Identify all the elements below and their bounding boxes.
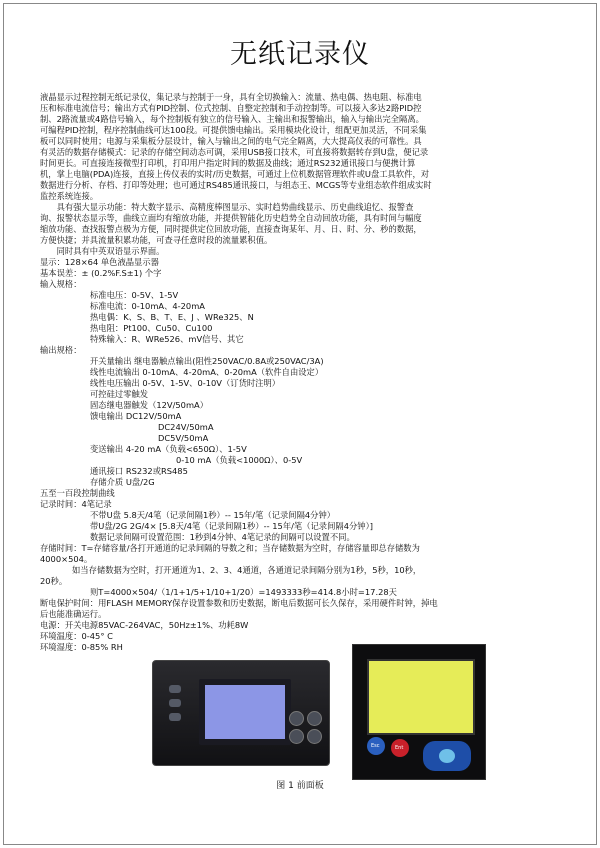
curve-spec: 五至一百段控制曲线	[40, 488, 115, 498]
output-spec-item: 馈电输出 DC12V/50mA	[90, 411, 182, 421]
storage-line: 存储时间：T=存储容量/各打开通道的记录间隔的导数之和；当存储数据为空时，存储容量即总存储数为	[40, 543, 420, 553]
transmit-output: 变送输出 4-20 mA（负载<650Ω）、1-5V	[90, 444, 247, 454]
power-line: 环境湿度：0-85% RH	[40, 642, 123, 652]
body-line: 时间更长。可直接连接微型打印机，打印用户指定时间的数据及曲线；通过RS232通讯接口与便携计算	[40, 158, 416, 168]
body-line: 有灵活的数据存储模式：记录的存储空间动态可调，采用USB接口技术，可直接将数据转存到U盘，便记录	[40, 147, 429, 157]
body-line: 数据进行分析、存档、打印等处理；也可通过RS485通讯接口，与组态王、MCGS等专业组态软件组成实时	[40, 180, 432, 190]
example-line: 20秒。	[40, 576, 68, 586]
panel-key	[307, 711, 322, 726]
formula-line: 则T=4000×504/（1/1+1/5+1/10+1/20）=1493333秒=414.8小时=17.28天	[90, 587, 397, 597]
comm-spec-item: 存储介质 U盘/2G	[90, 477, 155, 487]
storage-line: 4000×504。	[40, 554, 93, 564]
example-line: 如当存储数据为空时，打开通道为1、2、3、4通道，各通道记录间隔分别为1秒，5秒，10秒，	[72, 565, 422, 575]
transmit-output-2: 0-10 mA（负载<1000Ω）、0-5V	[176, 455, 303, 465]
error-spec: 基本误差：± (0.2%F.S±1) 个字	[40, 268, 162, 278]
document-title: 无纸记录仪	[230, 39, 370, 70]
input-spec-title: 输入规格：	[40, 279, 82, 289]
panel-button	[169, 713, 181, 721]
body-line: 具有强大显示功能：特大数字显示、高精度棒图显示、实时趋势曲线显示、历史曲线追忆、报警查	[40, 202, 414, 212]
output-spec-item: 可控硅过零触发	[90, 389, 149, 399]
document-body	[40, 92, 562, 653]
panel-key	[289, 729, 304, 744]
input-spec-item: 特殊输入：R、WRe526、mV信号、其它	[90, 334, 244, 344]
record-spec-item: 不带U盘 5.8天/4笔（记录间隔1秒）-- 15年/笔（记录间隔4分钟）	[90, 510, 336, 520]
input-spec-item: 热电阻：Pt100、Cu50、Cu100	[90, 323, 213, 333]
figure-caption: 图 1 前面板	[276, 781, 324, 791]
esc-key-label: Esc	[371, 743, 380, 749]
body-line: 板可以同时使用；电源与采集板分层设计，输入与输出之间的电气完全隔离，大大提高仪表的可靠性。具	[40, 136, 422, 146]
power-line: 后也能准确运行。	[40, 609, 107, 619]
body-line: 缩放功能、查找报警点极为方便，同时提供定位回放功能，直接查询某年、月、日、时、分、秒的数据，	[40, 224, 422, 234]
device-photo-horizontal	[152, 660, 330, 766]
body-line: 监控系统连接。	[40, 191, 99, 201]
input-spec-item: 标准电压：0-5V、1-5V	[90, 290, 179, 300]
feed-output-item: DC24V/50mA	[158, 422, 214, 432]
device-lcd-screen	[199, 679, 291, 745]
output-spec-item: 开关量输出 继电器触点输出(阻性250VAC/0.8A或250VAC/3A)	[90, 356, 324, 366]
input-spec-item: 标准电流：0-10mA、4-20mA	[90, 301, 205, 311]
feed-output-item: DC5V/50mA	[158, 433, 209, 443]
body-line: 可编程PID控制，程序控制曲线可达100段。可提供馈电输出。采用模块化设计，组配更加灵活，不同采集	[40, 125, 427, 135]
device-lcd-screen	[367, 659, 475, 735]
panel-key	[289, 711, 304, 726]
panel-key	[307, 729, 322, 744]
device-photo-square	[352, 644, 486, 780]
panel-button	[169, 699, 181, 707]
body-line: 询、报警状态显示等，曲线立面均有缩放功能，并提供智能化历史趋势全自动回放功能，具有时间与幅度	[40, 213, 422, 223]
body-line: 同时具有中英双语显示界面。	[40, 246, 165, 256]
record-spec-item: 带U盘/2G 2G/4× [5.8天/4笔（记录间隔1秒）-- 15年/笔（记录间隔4分钟）]	[90, 521, 373, 531]
power-line: 断电保护时间：用FLASH MEMORY保存设置参数和历史数据，断电后数据可长久保存，采用硬件时钟，掉电	[40, 598, 438, 608]
panel-button	[169, 685, 181, 693]
body-line: 制、2路流量或4路信号输入，每个控制板有独立的信号输入、主输出和报警输出，输入与输出完全隔离。	[40, 114, 424, 124]
body-line: 液晶显示过程控制无纸记录仪，集记录与控制于一身，具有全切换输入：流量、热电偶、热电阻、标准电	[40, 92, 422, 102]
body-line: 方便快捷；并具流量积累功能，可查寻任意时段的流量累积值。	[40, 235, 273, 245]
comm-spec-item: 通讯接口 RS232或RS485	[90, 466, 188, 476]
input-spec-item: 热电偶：K、S、B、T、E、J 、WRe325、N	[90, 312, 254, 322]
record-spec-item: 数据记录间隔可设置范围：1秒到4分钟、4笔记录的间隔可以设置不同。	[90, 532, 355, 542]
output-spec-item: 线性电压输出 0-5V、1-5V、0-10V（订货时注明）	[90, 378, 281, 388]
record-time-title: 记录时间：4笔记录	[40, 499, 112, 509]
ent-key-label: Ent	[395, 745, 404, 751]
output-spec-item: 线性电流输出 0-10mA、4-20mA、0-20mA（软件自由设定）	[90, 367, 324, 377]
power-line: 环境温度：0-45° C	[40, 631, 113, 641]
body-line: 机，掌上电脑(PDA)连接，直接上传仪表的实时/历史数据，可通过上位机数据管理软件或U盘工具软件，对	[40, 169, 430, 179]
output-spec-title: 输出规格：	[40, 345, 82, 355]
power-line: 电源：开关电源85VAC-264VAC，50Hz±1%、功耗8W	[40, 620, 249, 630]
body-line: 压和标准电流信号；输出方式有PID控制、位式控制、自整定控制和手动控制等。可以接入多达2路PID控	[40, 103, 422, 113]
display-spec: 显示：128×64 单色液晶显示器	[40, 257, 159, 267]
center-key	[439, 749, 455, 763]
output-spec-item: 固态继电器触发（12V/50mA）	[90, 400, 209, 410]
